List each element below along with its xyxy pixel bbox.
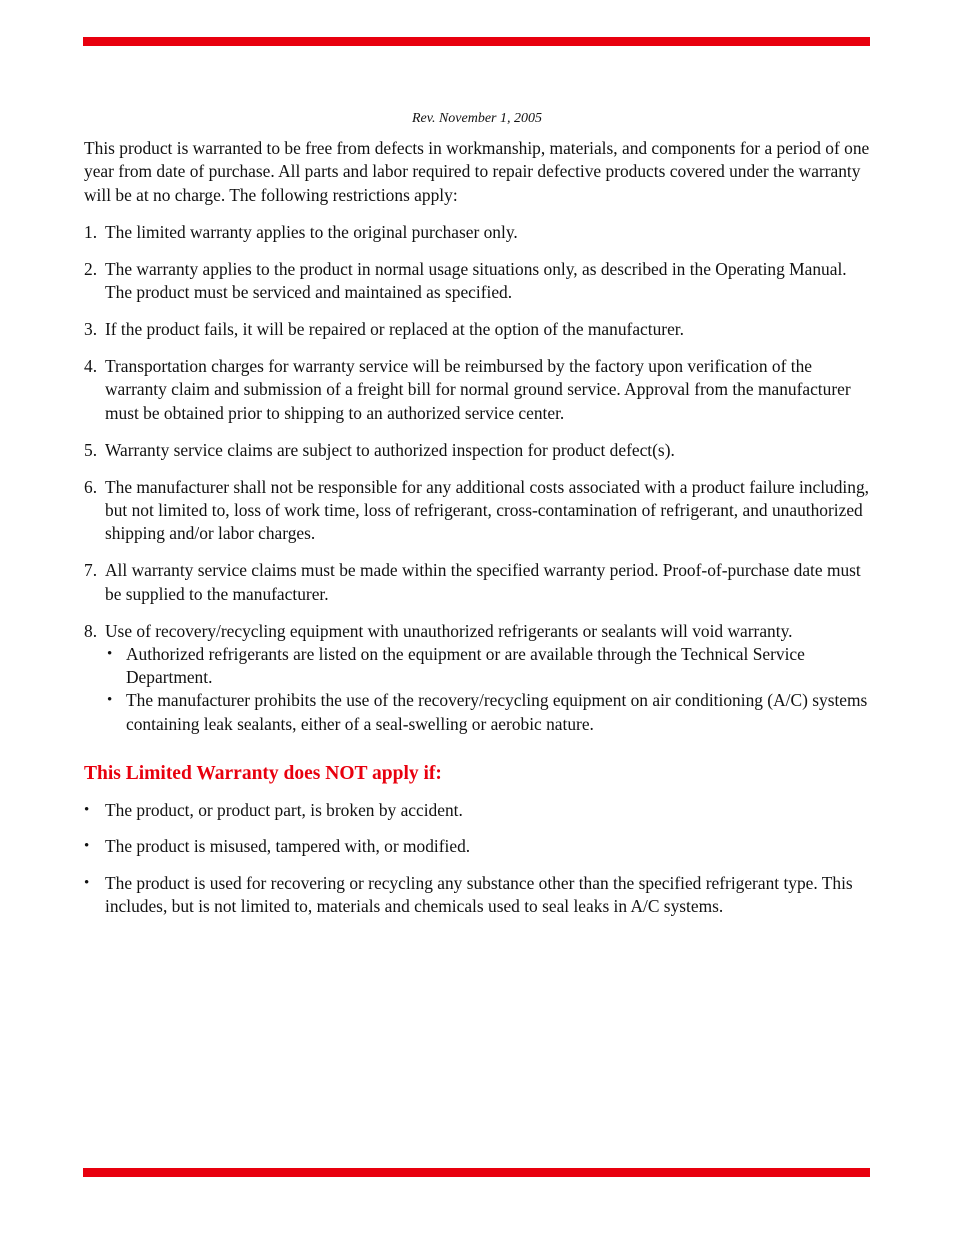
item-number: 1.: [84, 221, 98, 242]
sub-list-item: [105, 643, 870, 690]
item-text: The manufacturer shall not be responsible for any additional costs associated with a product failure including, but not limited to, loss of work time, loss of refrigerant, cross-contamination of refrigerant, and unauthorized shipping and/or labor charges.: [105, 476, 869, 544]
item-number: 8.: [84, 620, 98, 641]
item-text: The product, or product part, is broken by accident.: [105, 800, 463, 821]
bullet-icon: •: [84, 874, 90, 891]
list-item: [84, 872, 870, 919]
exclusions-heading: This Limited Warranty does NOT apply if:: [84, 763, 442, 785]
item-text: If the product fails, it will be repaired or replaced at the option of the manufacturer.: [105, 319, 684, 340]
item-text: The product is misused, tampered with, or modified.: [105, 836, 471, 857]
item-number: 3.: [84, 319, 98, 340]
sub-list-item: [105, 689, 870, 736]
item-text: Transportation charges for warranty service will be reimbursed by the factory upon verification of the warranty claim and submission of a freight bill for normal ground service. Approval from the manufacturer must be obtained prior to shipping to an authorized service center.: [105, 356, 851, 423]
item-text: The product is used for recovering or recycling any substance other than the specified refrigerant type. This includes, but is not limited to, materials and chemicals used to seal leaks in A/C systems.: [105, 872, 853, 916]
item-number: 5.: [84, 439, 98, 460]
list-item: [84, 318, 870, 341]
list-item: [84, 439, 870, 462]
sub-item-text: Authorized refrigerants are listed on the equipment or are available through the Technical Service Department.: [126, 643, 805, 688]
top-red-rule: [83, 37, 870, 46]
item-text: The warranty applies to the product in normal usage situations only, as described in the Operating Manual. The product must be serviced and maintained as specified.: [105, 258, 847, 303]
list-item: [84, 355, 870, 425]
item-number: 2.: [84, 258, 98, 279]
bottom-red-rule: [83, 1168, 870, 1177]
bullet-icon: •: [84, 802, 90, 819]
list-item: [84, 221, 870, 244]
item-text: All warranty service claims must be made within the specified warranty period. Proof-of-purchase date must be supplied to the manufacturer.: [105, 560, 861, 604]
revision-date: Rev. November 1, 2005: [412, 111, 542, 126]
intro-paragraph: This product is warranted to be free from defects in workmanship, materials, and components for a period of one year from date of purchase. All parts and labor required to repair defective products covered under the warranty will be at no charge. The following restrictions apply:: [84, 138, 870, 205]
exclusions-list: [84, 799, 870, 918]
sub-list: [105, 643, 870, 736]
item-number: 4.: [84, 356, 98, 377]
list-item: [84, 559, 870, 606]
warranty-content: [84, 137, 870, 931]
item-text: Warranty service claims are subject to authorized inspection for product defect(s).: [105, 439, 675, 460]
list-item: [84, 799, 870, 822]
bullet-icon: •: [107, 692, 113, 709]
item-number: 7.: [84, 560, 98, 581]
item-number: 6.: [84, 476, 98, 497]
bullet-icon: •: [84, 838, 90, 855]
item-text: Use of recovery/recycling equipment with unauthorized refrigerants or sealants will void warranty.: [105, 620, 793, 641]
bullet-icon: •: [107, 645, 113, 662]
restrictions-list: [84, 221, 870, 736]
sub-item-text: The manufacturer prohibits the use of the recovery/recycling equipment on air conditioning (A/C) systems containing leak sealants, either of a seal-swelling or aerobic nature.: [126, 690, 868, 734]
list-item: [84, 476, 870, 546]
item-text: The limited warranty applies to the original purchaser only.: [105, 221, 518, 242]
list-item: [84, 258, 870, 305]
list-item: [84, 620, 870, 736]
list-item: [84, 835, 870, 858]
